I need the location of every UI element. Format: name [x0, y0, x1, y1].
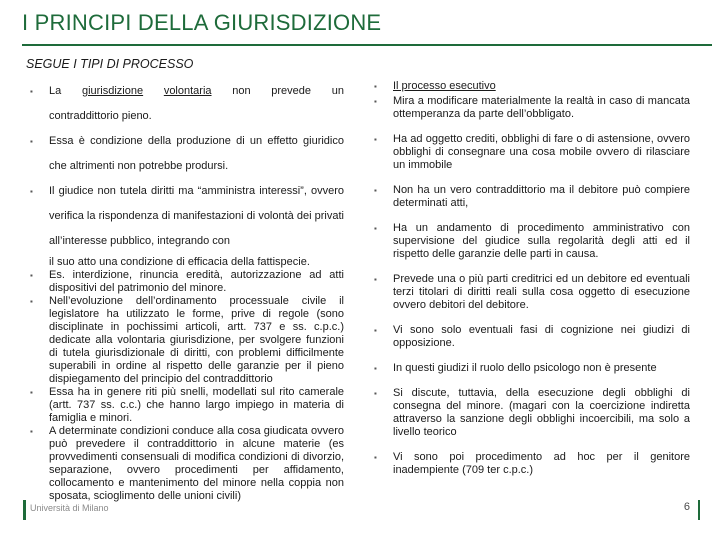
bullet-icon: ▪: [374, 453, 377, 462]
left-column: [30, 79, 344, 503]
slide-title: I PRINCIPI DELLA GIURISDIZIONE: [22, 10, 382, 35]
list-item: ▪ Prevede una o più parti creditrici ed un debitore ed eventuali terzi titolari di diritti reali sulla cosa oggetto di esecuzione ovvero debitori del debitore.: [374, 273, 690, 311]
bullet-icon: ▪: [30, 271, 33, 280]
list-item: ▪ Ha ad oggetto crediti, obblighi di fare o di astensione, ovvero obblighi di consegnare una cosa mobile ovvero di rilasciare un immobile: [374, 133, 690, 171]
slide-subtitle: SEGUE I TIPI DI PROCESSO: [26, 57, 194, 71]
list-item: ▪ Essa ha in genere riti più snelli, modellati sul rito camerale (artt. 737 ss. c.c.) che hanno largo impiego in materia di famiglia e minori.: [30, 386, 344, 424]
right-column: [374, 80, 690, 489]
list-item: ▪ Il processo esecutivo: [374, 80, 496, 92]
bullet-icon: ▪: [30, 427, 33, 436]
footer-text: Università di Milano: [30, 503, 109, 513]
bullet-icon: ▪: [30, 297, 33, 306]
bullet-icon: ▪: [374, 135, 377, 144]
list-item: ▪ Non ha un vero contraddittorio ma il debitore può compiere determinati atti,: [374, 184, 690, 209]
bullet-icon: ▪: [374, 186, 377, 195]
bullet-icon: ▪: [374, 275, 377, 284]
bullet-icon: ▪: [30, 137, 33, 146]
bullet-icon: ▪: [374, 224, 377, 233]
bullet-icon: ▪: [30, 87, 33, 96]
bullet-icon: ▪: [374, 364, 377, 373]
footer-accent-bar-right: [698, 500, 700, 520]
list-item: ▪ Si discute, tuttavia, della esecuzione degli obblighi di consegna del minore. (magari con la coercizione indiretta attraverso la sanzione degli obblighi incoercibili, ma solo a livello teorico: [374, 387, 690, 438]
bullet-icon: ▪: [30, 388, 33, 397]
list-item: ▪ Vi sono poi procedimento ad hoc per il genitore inadempiente (709 ter c.p.c.): [374, 451, 690, 476]
list-item: ▪ Nell’evoluzione dell’ordinamento processuale civile il legislatore ha utilizzato le forme, prive di regole (sono disciplinate in pochissimi articoli, artt. 737 e ss. c.p.c.) dedicate alla volontaria giurisdizione, per svolgere funzioni di tutela giurisdizionale di diritti, con problemi difficilmente superabili in ordine al rispetto delle garanzie per il pieno dispiegamento del principio del contraddittorio: [30, 295, 344, 385]
bullet-icon: ▪: [374, 82, 377, 91]
list-item: ▪ Ha un andamento di procedimento amministrativo con supervisione del giudice sulla regolarità degli atti ed il rispetto delle garanzie delle parti in causa.: [374, 222, 690, 260]
bullet-icon: ▪: [374, 97, 377, 106]
bullet-icon: ▪: [374, 389, 377, 398]
continuation-text: il suo atto una condizione di efficacia della fattispecie.: [49, 256, 310, 268]
bullet-icon: ▪: [374, 326, 377, 335]
list-item: ▪ Mira a modificare materialmente la realtà in caso di mancata ottemperanza da parte dell’obbligato.: [374, 95, 690, 120]
list-item: ▪ Essa è condizione della produzione di un effetto giuridico che altrimenti non potrebbe prodursi.: [30, 129, 344, 179]
list-item: ▪ Il giudice non tutela diritti ma “amministra interessi”, ovvero verifica la rispondenza di manifestazioni di volontà dei privati all’interesse pubblico, integrando con: [30, 179, 344, 254]
list-item: ▪ In questi giudizi il ruolo dello psicologo non è presente: [374, 362, 657, 374]
title-divider: [22, 44, 712, 46]
list-item: ▪ Vi sono solo eventuali fasi di cognizione nei giudizi di opposizione.: [374, 324, 690, 349]
footer-accent-bar: [23, 500, 26, 520]
page-number: 6: [683, 501, 690, 513]
list-item: ▪ Es. interdizione, rinuncia eredità, autorizzazione ad atti dispositivi del patrimonio del minore.: [30, 269, 344, 294]
list-item: ▪ La giurisdizione volontaria non prevede un contraddittorio pieno.: [30, 79, 344, 129]
list-item: ▪ A determinate condizioni conduce alla cosa giudicata ovvero può prevedere il contraddittorio in alcune materie (es provvedimenti consensuali di modifica condizioni di divorzio, separazione, ovvero procedimenti per affidamento, collocamento e mantenimento del minore nella coppia non sposata, scioglimento delle unioni civili): [30, 425, 344, 502]
bullet-icon: ▪: [30, 187, 33, 196]
